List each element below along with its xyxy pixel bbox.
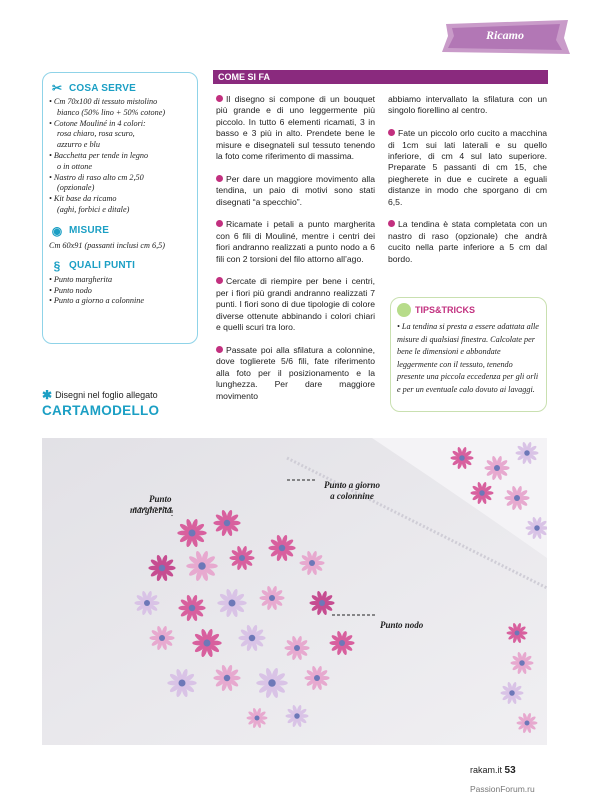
misure-title: MISURE <box>69 225 110 237</box>
paragraph: Passate poi alla sfilatura a colonnine, dove toglierete 5/6 fili, fate riferimento alla foto per il posizionamento e la lunghezza. Per dare maggiore movimento <box>216 344 375 401</box>
instructions-col2 <box>388 94 547 276</box>
materials-list <box>49 97 191 216</box>
paragraph: abbiamo intervallato la sfilatura con un singolo fiorellino al centro. <box>388 94 547 116</box>
label-margherita: Punto margherita <box>130 494 172 515</box>
asterisk-icon: ✱ <box>42 388 53 402</box>
tips-text: • La tendina si presta a essere adattata alle misure di qualsiasi finestra. Calcolate per bene le dimensioni e abbondate leggermente con il tessuto, tenendo presente una piccola eccedenza per gli orli e per un eventuale calo dovuto ai lavaggi. <box>397 322 539 394</box>
misure-text: Cm 60x91 (passanti inclusi cm 6,5) <box>49 240 165 250</box>
scissors-icon: ✂ <box>51 81 63 95</box>
list-item: • Cm 70x100 di tessuto mistolino <box>49 97 158 106</box>
lightbulb-icon <box>397 303 411 317</box>
flowers-image <box>42 438 547 745</box>
list-item: • Bacchetta per tende in legno <box>49 150 149 160</box>
list-item: • Kit base da ricamo <box>49 194 117 204</box>
needle-icon: § <box>53 258 61 273</box>
tips-box <box>390 297 547 412</box>
paragraph: Fate un piccolo orlo cucito a macchina di 1cm sui lati laterali e su quello inferiore, di cm 4 sul lato superiore. Preparate 5 passanti di cm 15, che piegherete in due e cucirete a eguali distanze in modo che sporgano di cm 6,5. <box>388 128 547 207</box>
list-item: rosa chiaro, rosa scuro, <box>57 129 135 139</box>
paragraph: Per dare un maggiore movimento alla tendina, un paio di motivi sono stati disegnati “a specchio”. <box>216 173 375 207</box>
list-item: azzurro e blu <box>57 140 100 150</box>
paragraph: Ricamate i petali a punto margherita con 6 fili di Mouliné, mentre i centri dei fiori andranno realizzati a punto nodo a 6 fili con 2 torsioni del filo attorno all’ago. <box>216 219 375 264</box>
paragraph: Cercate di riempire per bene i centri, per i fiori più grandi andranno realizzati 7 punti. I fiori sono di due tipologie di colore diverse ottenute abbinando i colori chiari e quelli scuri tra loro. <box>216 276 375 333</box>
list-item: • Punto margherita <box>49 274 113 284</box>
list-item: • Cotone Mouliné in 4 colori: <box>49 118 146 128</box>
come-si-fa-header: COME SI FA <box>213 70 548 84</box>
list-item: (aghi, forbici e ditale) <box>57 204 130 214</box>
paragraph: Il disegno si compone di un bouquet più grande e di uno leggermente più piccolo. In tutto 6 elementi ricamati, 3 in basso e 3 più in alto. Prendete bene le misure e disegnateli sul tessuto tenendo la foto come riferimento di massima. <box>216 94 375 162</box>
cartamodello-note <box>42 388 159 418</box>
watermark: PassionForum.ru <box>470 784 535 794</box>
list-item: o in ottone <box>57 161 93 171</box>
section-title: Ricamo <box>486 28 524 42</box>
cosa-serve-title: COSA SERVE <box>69 82 137 94</box>
cartamodello-title: CARTAMODELLO <box>42 403 160 418</box>
list-item: • Nastro di raso alto cm 2,50 <box>49 172 144 182</box>
label-giorno: Punto a giorno a colonnine <box>324 480 381 501</box>
page-number: 53 <box>504 765 516 776</box>
tips-title: TIPS&TRICKS <box>415 305 476 315</box>
label-nodo: Punto nodo <box>380 620 424 630</box>
page-footer <box>470 765 516 776</box>
list-item: • Punto a giorno a colonnine <box>49 296 144 306</box>
tape-measure-icon: ◉ <box>51 223 63 238</box>
embroidery-photo <box>42 438 547 745</box>
instructions-col1 <box>216 94 375 402</box>
materials-box <box>42 72 198 344</box>
cartamodello-line1: Disegni nel foglio allegato <box>55 390 158 400</box>
list-item: bianco (50% lino + 50% cotone) <box>57 107 166 117</box>
paragraph: La tendina è stata completata con un nastro di raso (opzionale) che andrà cucito nella parte inferiore a 5 cm dal bordo. <box>388 219 547 264</box>
site-name: rakam.it <box>470 765 503 775</box>
list-item: • Punto nodo <box>49 285 92 295</box>
list-item: (opzionale) <box>57 183 95 193</box>
punti-title: QUALI PUNTI <box>69 260 136 272</box>
